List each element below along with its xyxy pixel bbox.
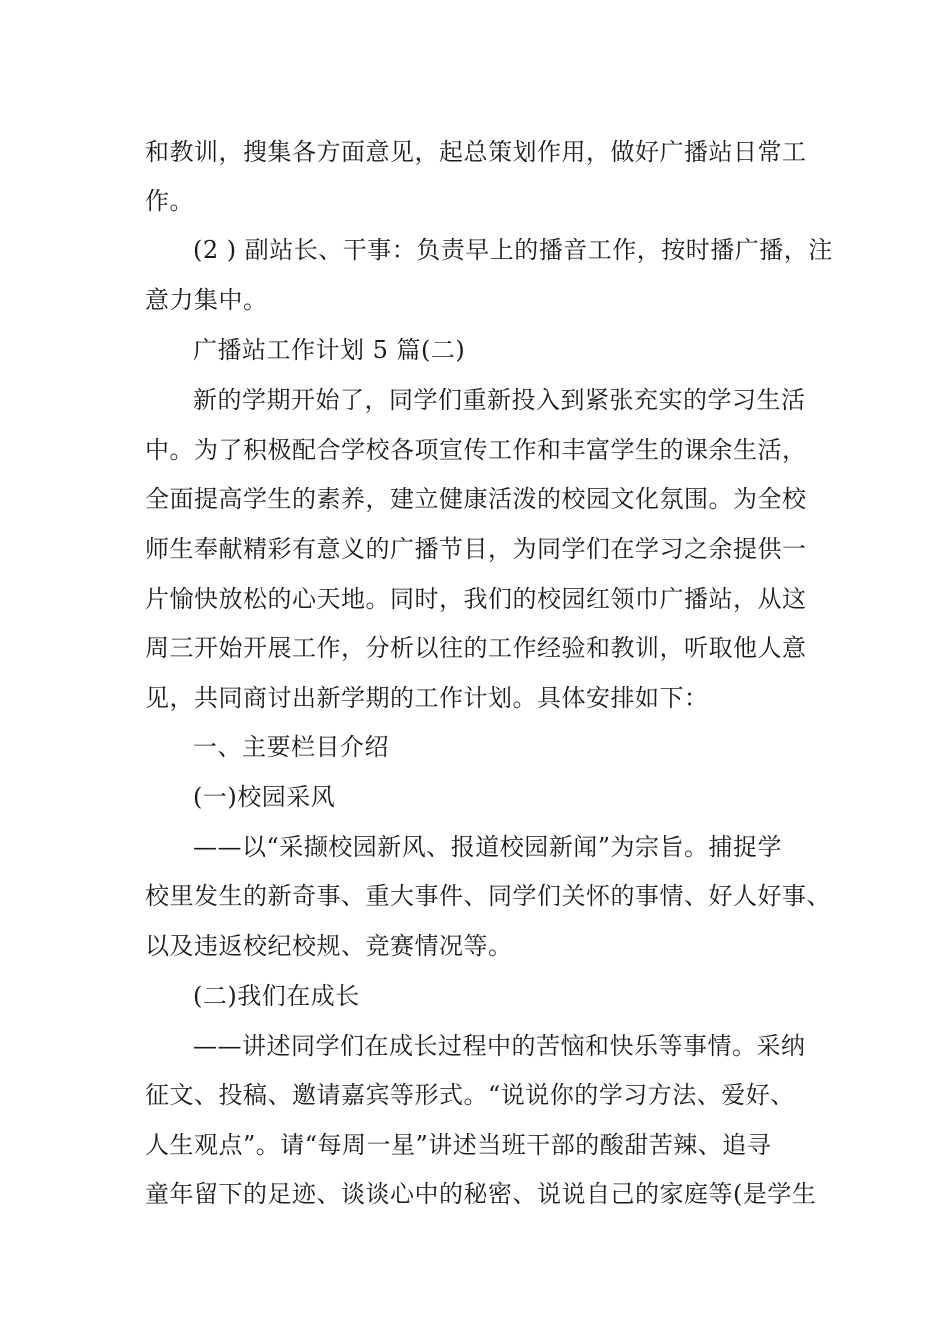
text-line: ——讲述同学们在成长过程中的苦恼和快乐等事情。采纳: [193, 1032, 806, 1060]
text-line: 新的学期开始了，同学们重新投入到紧张充实的学习生活: [193, 386, 806, 414]
text-line: (2 ) 副站长、干事：负责早上的播音工作，按时播广播，注: [193, 236, 833, 264]
text-line: 见，共同商讨出新学期的工作计划。具体安排如下：: [145, 684, 709, 712]
text-line: 人生观点”。请“每周一星”讲述当班干部的酸甜苦辣、追寻: [145, 1131, 772, 1159]
subsection-heading: (一)校园采风: [193, 783, 336, 811]
text-line: 周三开始开展工作，分析以往的工作经验和教训，听取他人意: [145, 634, 807, 662]
text-line: 和教训，搜集各方面意见，起总策划作用，做好广播站日常工: [145, 138, 807, 166]
text-line: 以及违返校纪校规、竞赛情况等。: [145, 932, 513, 960]
text-line: ——以“采撷校园新风、报道校园新闻”为宗旨。捕捉学: [193, 833, 783, 861]
text-line: 征文、投稿、邀请嘉宾等形式。“说说你的学习方法、爱好、: [145, 1081, 795, 1109]
text-line: 中。为了积极配合学校各项宣传工作和丰富学生的课余生活，: [145, 436, 807, 464]
text-line: 校里发生的新奇事、重大事件、同学们关怀的事情、好人好事、: [145, 882, 831, 910]
text-line: 意力集中。: [145, 286, 268, 314]
section-heading: 一、主要栏目介绍: [193, 733, 389, 761]
subsection-heading: (二)我们在成长: [193, 982, 360, 1010]
text-line: 全面提高学生的素养，建立健康活泼的校园文化氛围。为全校: [145, 485, 807, 513]
text-line: 片愉快放松的心天地。同时，我们的校园红领巾广播站，从这: [145, 585, 807, 613]
text-line: 作。: [145, 187, 194, 215]
text-line: 师生奉献精彩有意义的广播节目，为同学们在学习之余提供一: [145, 535, 807, 563]
section-heading: 广播站工作计划 5 篇(二): [193, 336, 466, 364]
text-line: 童年留下的足迹、谈谈心中的秘密、说说自己的家庭等(是学生: [145, 1180, 817, 1208]
